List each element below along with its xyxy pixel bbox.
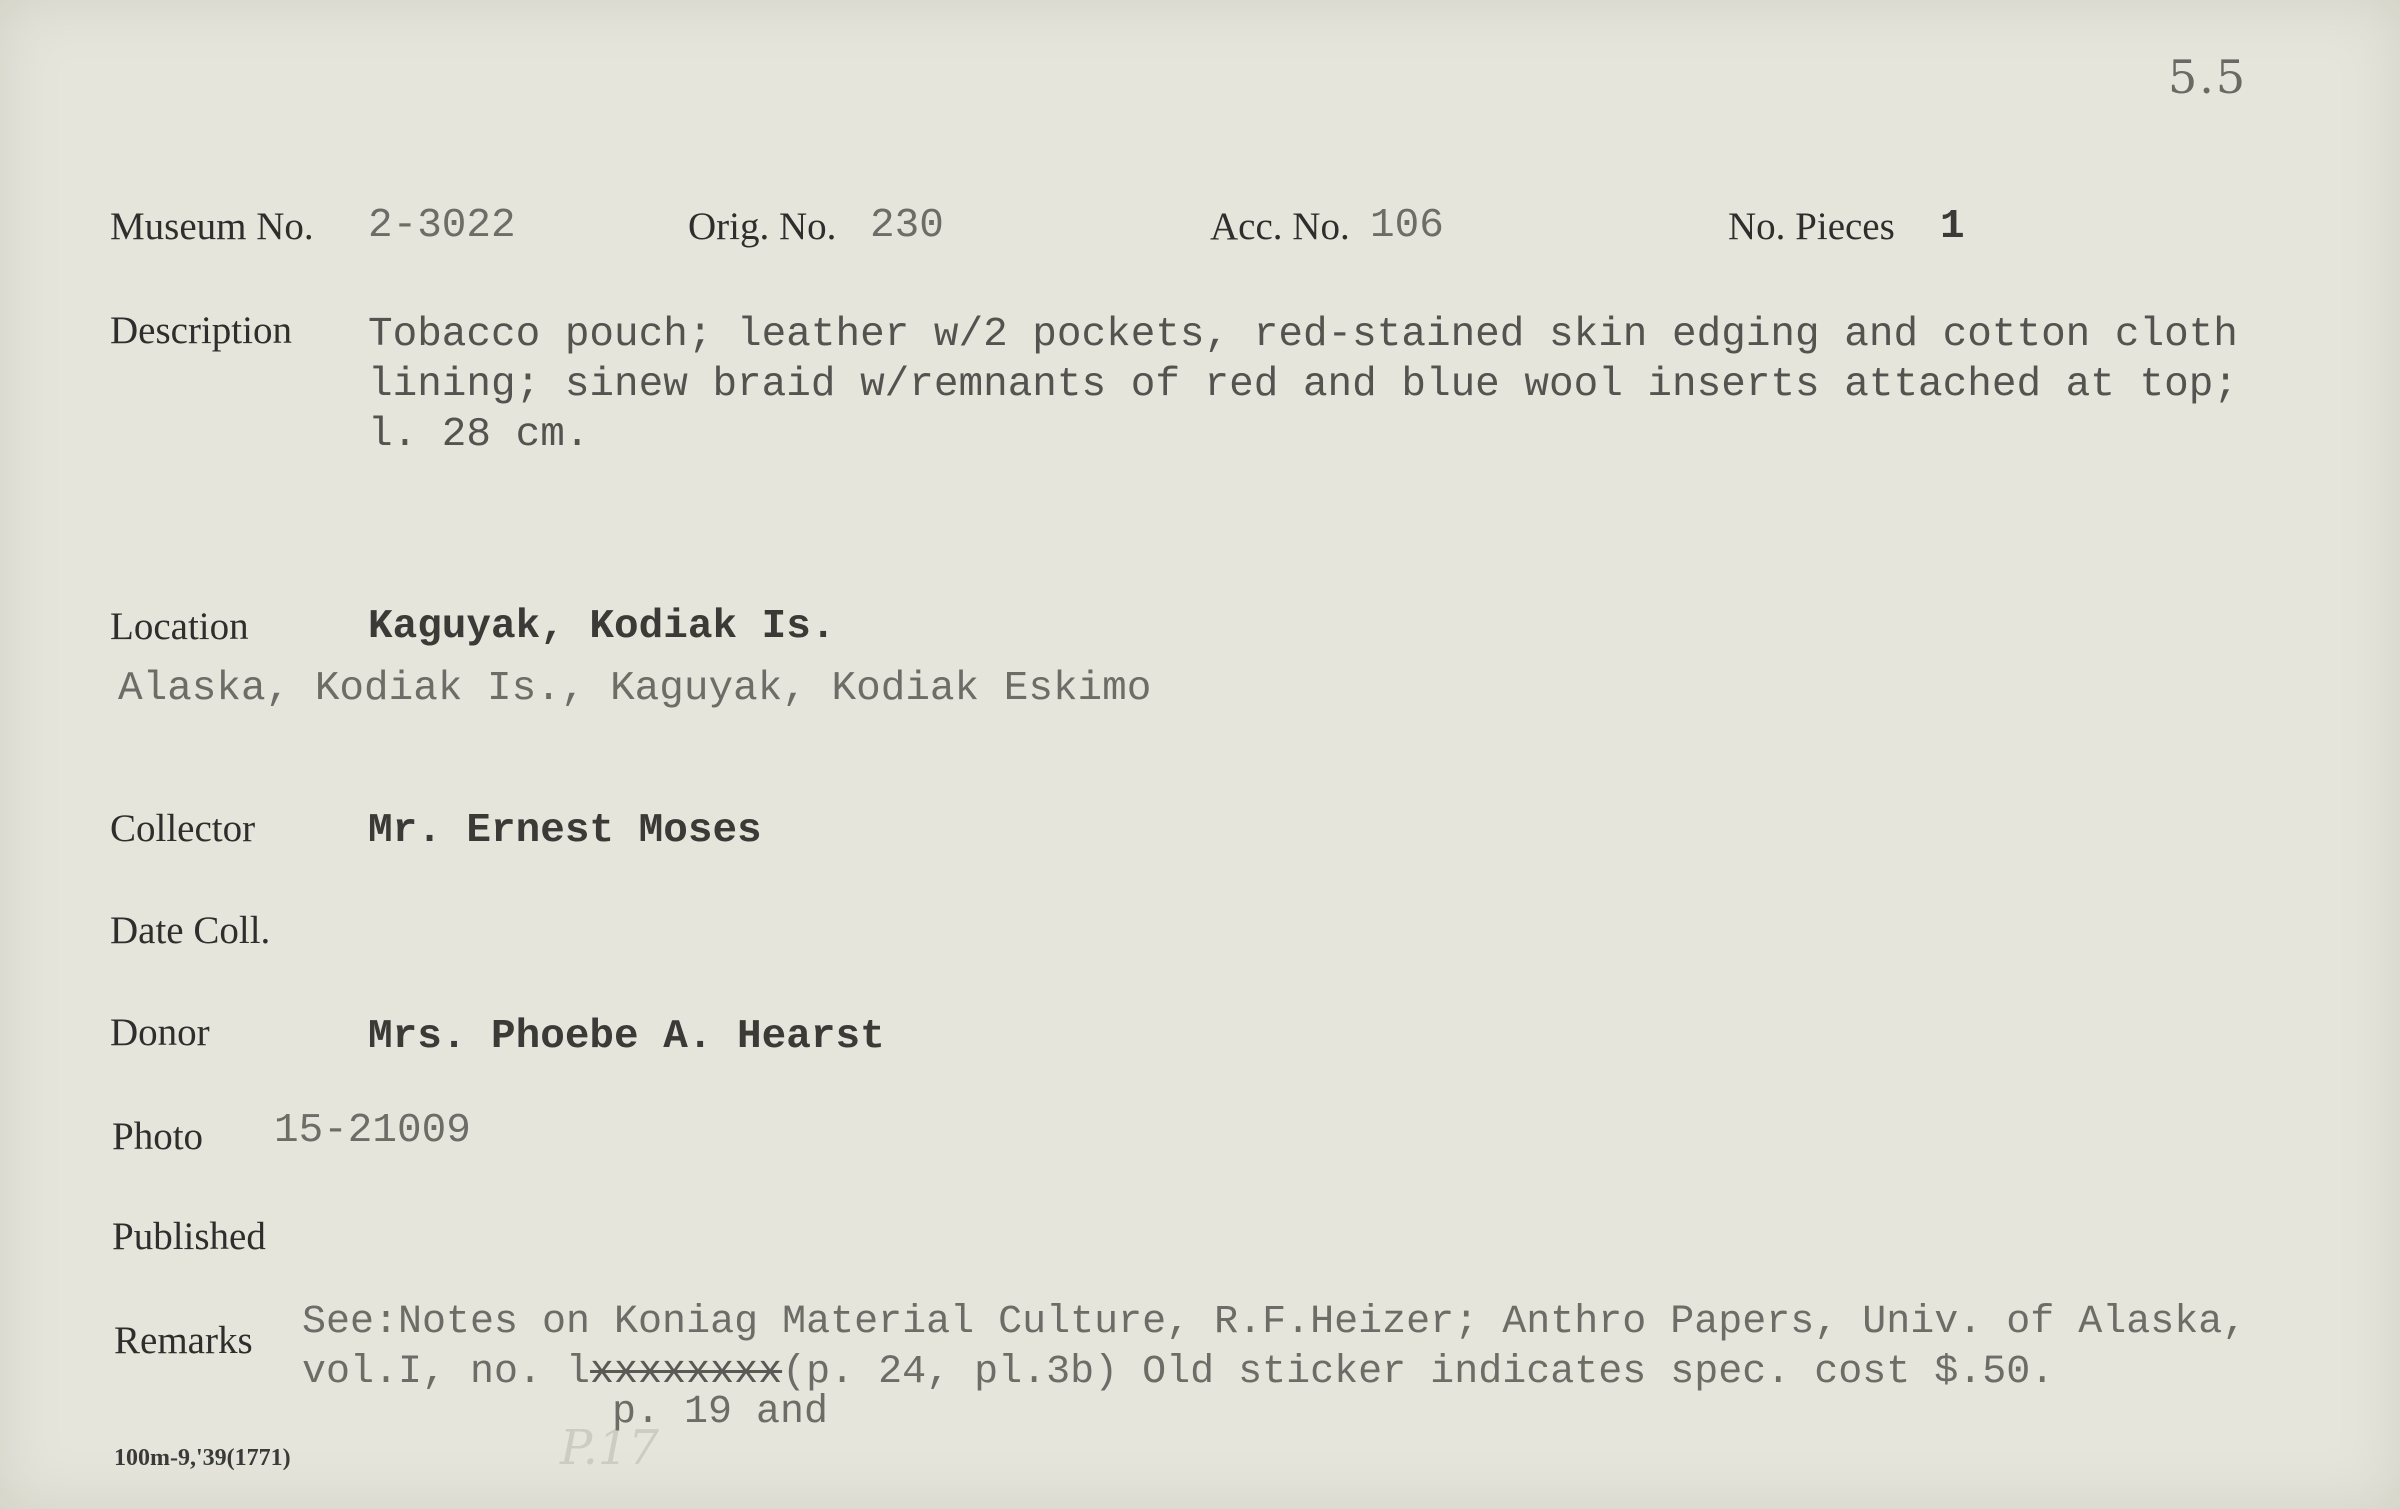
- location-value: Kaguyak, Kodiak Is.: [368, 604, 836, 650]
- museum-no-value: 2-3022: [368, 203, 516, 249]
- remarks-line-2-prefix: vol.I, no. l: [302, 1350, 591, 1395]
- acc-no-label: Acc. No.: [1210, 205, 1350, 248]
- date-coll-label: Date Coll.: [110, 909, 271, 952]
- faint-pencil-mark: P.17: [560, 1420, 659, 1476]
- donor-label: Donor: [110, 1011, 210, 1054]
- form-code: 100m-9,'39(1771): [114, 1445, 291, 1471]
- photo-value: 15-21009: [274, 1108, 471, 1154]
- description-label: Description: [110, 309, 292, 352]
- remarks-line-1: See:Notes on Koniag Material Culture, R.F.Heizer; Anthro Papers, Univ. of Alaska,: [302, 1300, 2247, 1345]
- location-full: Alaska, Kodiak Is., Kaguyak, Kodiak Eskimo: [118, 666, 1152, 712]
- remarks-line-2-suffix: (p. 24, pl.3b) Old sticker indicates spec. cost $.50.: [782, 1350, 2055, 1395]
- description-line-2: lining; sinew braid w/remnants of red and blue wool inserts attached at top;: [368, 362, 2238, 408]
- description-line-3: l. 28 cm.: [368, 412, 590, 458]
- corner-number: 5.5: [2168, 50, 2248, 104]
- orig-no-label: Orig. No.: [688, 205, 837, 248]
- collector-value: Mr. Ernest Moses: [368, 808, 762, 854]
- published-label: Published: [112, 1215, 266, 1258]
- remarks-line-2: [302, 1350, 2054, 1395]
- donor-value: Mrs. Phoebe A. Hearst: [368, 1014, 885, 1060]
- description-line-1: Tobacco pouch; leather w/2 pockets, red-stained skin edging and cotton cloth: [368, 312, 2238, 358]
- remarks-struck-text: xxxxxxxx: [590, 1350, 783, 1395]
- collector-label: Collector: [110, 807, 256, 850]
- photo-label: Photo: [112, 1115, 204, 1158]
- no-pieces-value: 1: [1940, 204, 1965, 250]
- no-pieces-label: No. Pieces: [1728, 205, 1895, 248]
- remarks-line-3: p. 19 and: [612, 1390, 829, 1435]
- museum-no-label: Museum No.: [110, 205, 314, 248]
- location-label: Location: [110, 605, 249, 648]
- orig-no-value: 230: [870, 203, 944, 249]
- acc-no-value: 106: [1370, 203, 1444, 249]
- remarks-label: Remarks: [114, 1319, 253, 1362]
